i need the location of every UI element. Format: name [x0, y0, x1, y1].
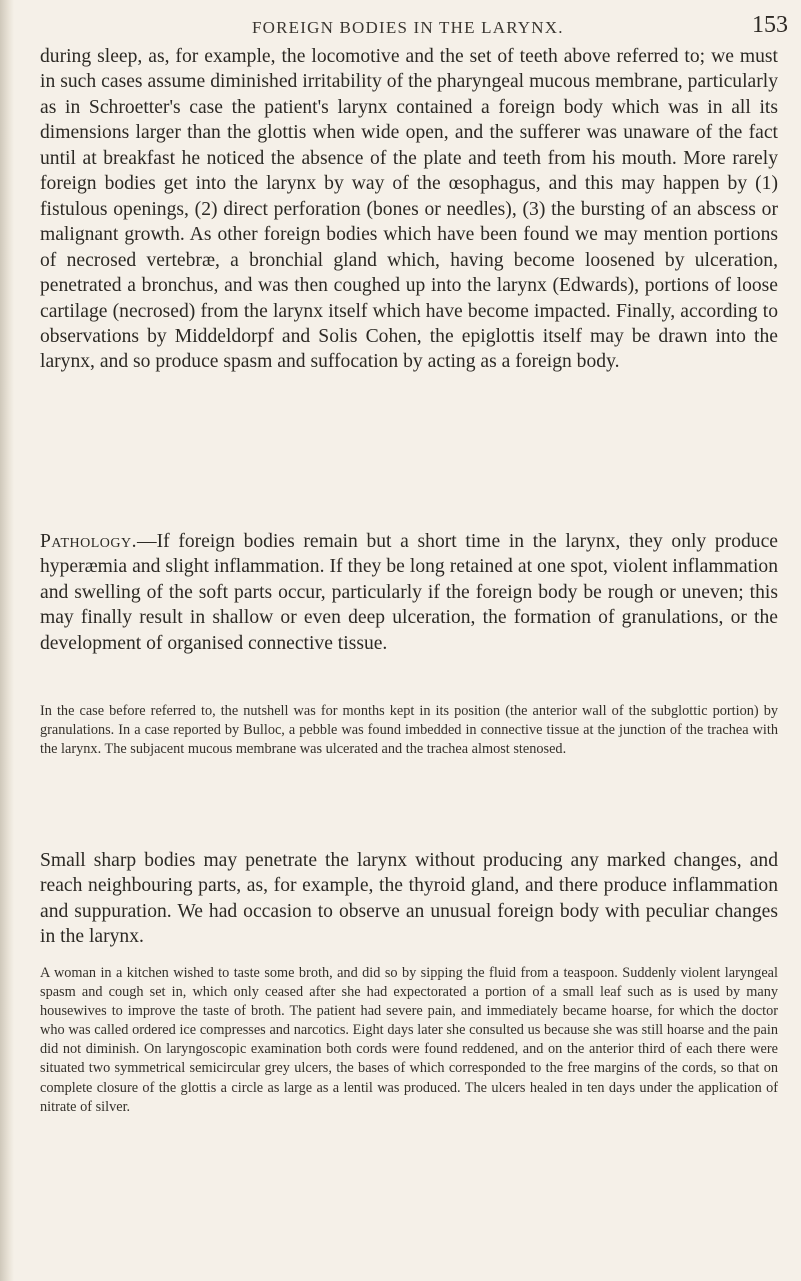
page-binding-shadow	[0, 0, 14, 1281]
case-note-leaf: A woman in a kitchen wished to taste some broth, and did so by sipping the fluid from a teaspoon. Suddenly violent laryngeal spasm and cough set in, which only ceased after she had expectorated a portion of a small leaf such as is used by many housewives to improve the taste of broth. The patient had severe pain, and immediately became hoarse, for which the doctor who was called ordered ice compresses and narcotics. Eight days later she consulted us because she was still hoarse and the pain did not diminish. On laryngoscopic examination both cords were found reddened, and on the anterior third of each there were situated two symmetrical semicircular grey ulcers, the bases of which corresponded to the free margins of the cords, so that on complete closure of the glottis a circle as large as a lentil was produced. The ulcers healed in ten days under the application of nitrate of silver.	[40, 965, 778, 1115]
pathology-heading: Pathology.	[40, 531, 138, 552]
running-title: FOREIGN BODIES IN THE LARYNX.	[252, 18, 564, 37]
case-note-nutshell: In the case before referred to, the nutshell was for months kept in its position (the anterior wall of the subglottic portion) by granulations. In a case reported by Bulloc, a pebble was found imbedded in connective tissue at the junction of the trachea with the larynx. The subjacent mucous membrane was ulcerated and the trachea almost stenosed.	[40, 703, 778, 758]
pathology-text: —If foreign bodies remain but a short time in the larynx, they only produce hyperæmia and slight inflammation. If they be long retained at one spot, violent inflammation and swelling of the soft parts occur, particularly if the foreign body be rough or uneven; this may finally result in shallow or even deep ulceration, the formation of granulations, or the development of organised connective tissue.	[40, 531, 778, 654]
paragraph-foreign-body-entry: during sleep, as, for example, the locomotive and the set of teeth above referred to; we must in such cases assume diminished irritability of the pharyngeal mucous membrane, particularly as in Schroetter's case the patient's larynx contained a foreign body which was in all its dimensions larger than the glottis when wide open, and the sufferer was unaware of the fact until at breakfast he noticed the absence of the plate and teeth from his mouth. More rarely foreign bodies get into the larynx by way of the œsophagus, and this may happen by (1) fistulous openings, (2) direct perforation (bones or needles), (3) the bursting of an abscess or malignant growth. As other foreign bodies which have been found we may mention portions of necrosed vertebræ, a bronchial gland which, having become loosened by ulceration, penetrated a bronchus, and was then coughed up into the larynx (Edwards), portions of loose cartilage (necrosed) from the larynx itself which have become impacted. Finally, according to observations by Middeldorpf and Solis Cohen, the epiglottis itself may be drawn into the larynx, and so produce spasm and suffocation by acting as a foreign body.	[40, 46, 778, 373]
running-head	[40, 12, 800, 42]
page-number: 153	[752, 12, 788, 38]
paragraph-small-sharp-bodies: Small sharp bodies may penetrate the larynx without producing any marked changes, and reach neighbouring parts, as, for example, the thyroid gland, and there produce inflammation and suppuration. We had occasion to observe an unusual foreign body with peculiar changes in the larynx.	[40, 850, 778, 948]
paragraph-pathology	[40, 529, 778, 656]
